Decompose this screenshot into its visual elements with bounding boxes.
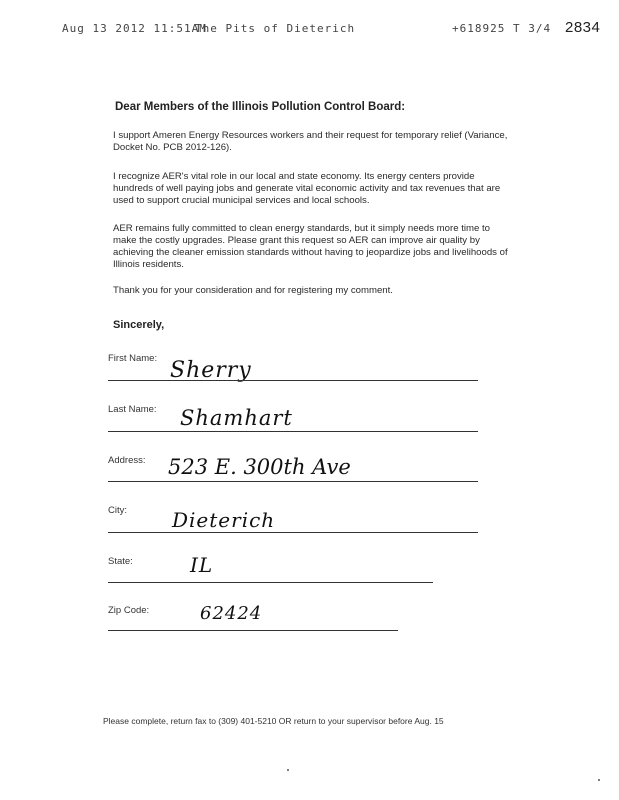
last-name-label: Last Name: [108,404,157,415]
page-number: 2834 [565,19,601,36]
letter-paragraph: I recognize AER's vital role in our local and state economy. Its energy centers provide hundreds of well paying jobs and generate vital economic activity and tax revenues that are used to support crucial municipal services and local schools. [113,171,501,206]
fax-sender: The Pits of Dieterich [195,22,356,35]
letter-paragraph: I support Ameren Energy Resources workers and their request for temporary relief (Variance, Docket No. PCB 2012-126). [113,130,508,153]
state-line [108,582,433,583]
state-value[interactable]: IL [190,553,214,577]
fax-header [0,19,619,42]
letter-paragraph: AER remains fully committed to clean energy standards, but it simply needs more time to make the costly upgrades. Please grant this request so AER can improve air quality by achieving the cleaner emission standards without having to jeopardize jobs and livelihoods of Illinois residents. [113,223,508,270]
footer-instructions: Please complete, return fax to (309) 401-5210 OR return to your supervisor before Aug. 15 [103,716,444,726]
city-label: City: [108,505,127,516]
address-line [108,481,478,482]
city-value[interactable]: Dieterich [172,508,276,532]
letter-paragraph: Thank you for your consideration and for registering my comment. [113,285,393,296]
fax-date-time: Aug 13 2012 11:51AM [62,22,207,35]
zip-code-label: Zip Code: [108,605,150,616]
fax-phone: +618925 T 3/4 [452,22,552,35]
first-name-label: First Name: [108,353,158,364]
city-line [108,532,478,533]
scan-speck [598,779,600,781]
address-label: Address: [108,455,146,466]
first-name-value[interactable]: Sherry [170,358,252,383]
scan-speck [287,769,289,771]
address-value[interactable]: 523 E. 300th Ave [168,455,351,479]
letter-closing: Sincerely, [113,319,165,331]
last-name-line [108,431,478,432]
last-name-value[interactable]: Shamhart [180,406,293,430]
first-name-line [108,380,478,381]
state-label: State: [108,556,133,567]
letter-salutation: Dear Members of the Illinois Pollution Control Board: [115,101,406,113]
zip-code-line [108,630,398,631]
zip-code-value[interactable]: 62424 [200,603,263,624]
